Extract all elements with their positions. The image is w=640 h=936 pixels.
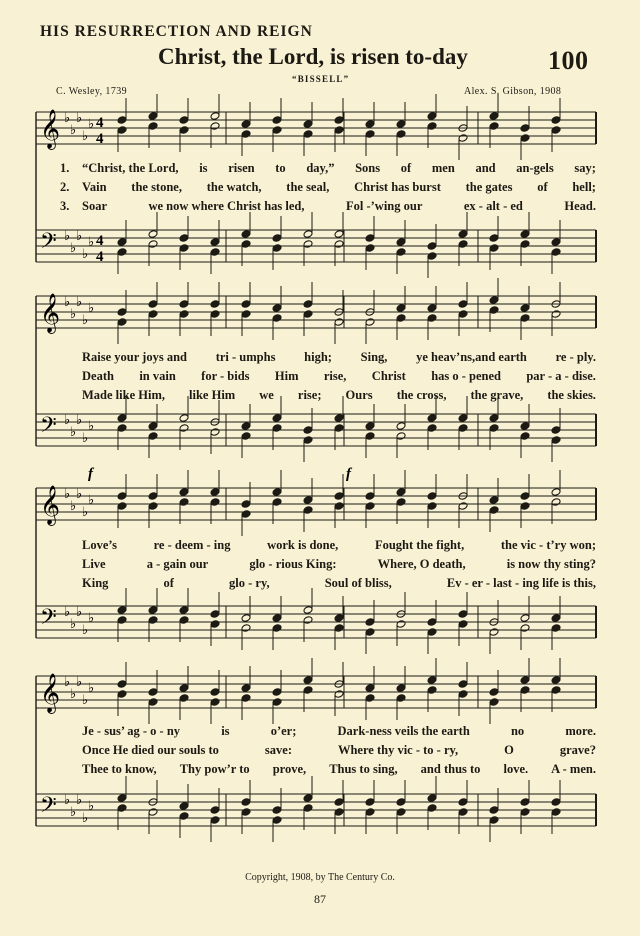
lyric-word: “Christ, the Lord, (82, 161, 179, 175)
lyric-word: ex - alt - ed (463, 199, 523, 213)
verse-line (40, 388, 596, 406)
lyric-word: the cross, (396, 388, 447, 402)
lyric-word: Fought the fight, (374, 538, 465, 552)
lyric-word: the skies. (547, 388, 596, 402)
lyric-word: an-gels (516, 161, 554, 175)
flat-icon: ♭ (64, 675, 71, 690)
lyric-word: A - men. (551, 762, 596, 776)
hymn-title: Christ, the Lord, is risen to-day (158, 44, 468, 69)
lyric-word: Where, O death, (377, 557, 466, 571)
flat-icon: ♭ (82, 247, 89, 262)
treble-clef-icon: 𝄞 (40, 485, 61, 525)
tune-name: “BISSELL” (292, 74, 350, 84)
lyric-word: Where thy vic - to - ry, (337, 743, 459, 757)
verse-number: 2. (60, 180, 70, 194)
flat-icon: ♭ (88, 799, 95, 814)
lyric-word: Sing, (360, 350, 388, 364)
flat-icon: ♭ (64, 413, 71, 428)
verse-line (40, 557, 596, 575)
lyric-word: Vain (82, 180, 107, 194)
lyric-word: par - a - dise. (526, 369, 596, 383)
lyric-word: we (259, 388, 274, 402)
hymn-number: 100 (548, 46, 589, 75)
flat-icon: ♭ (88, 301, 95, 316)
flat-icon: ♭ (70, 241, 77, 256)
lyric-word: Love’s (82, 538, 117, 552)
verse-line (40, 743, 596, 761)
lyric-word: the grave, (470, 388, 524, 402)
flat-icon: ♭ (70, 499, 77, 514)
lyric-word: day,” (306, 161, 335, 175)
lyric-word: Head. (564, 199, 596, 213)
lyric-word: is (221, 724, 230, 738)
lyric-word: Christ (371, 369, 406, 383)
flat-icon: ♭ (88, 611, 95, 626)
flat-icon: ♭ (88, 419, 95, 434)
lyric-word: is now thy sting? (506, 557, 596, 571)
flat-icon: ♭ (76, 605, 83, 620)
flat-icon: ♭ (76, 295, 83, 310)
flat-icon: ♭ (82, 693, 89, 708)
lyric-word: Fol -’wing our (346, 199, 423, 213)
lyric-word: Ev - er - last - ing life is this, (446, 576, 596, 590)
lyric-word: Thy pow’r to (179, 762, 250, 776)
lyric-line (82, 576, 596, 591)
flat-icon: ♭ (70, 617, 77, 632)
lyric-word: to (275, 161, 286, 175)
treble-staff (36, 278, 596, 344)
verse-line (40, 538, 596, 556)
lyric-line (82, 762, 596, 777)
lyric-word: the seal, (286, 180, 330, 194)
page-number: 87 (314, 892, 326, 906)
lyric-word: Je - sus’ ag - o - ny (82, 724, 181, 738)
flat-icon: ♭ (76, 111, 83, 126)
lyric-word: in vain (139, 369, 176, 383)
lyric-word: for - bids (201, 369, 250, 383)
lyric-word: of (400, 161, 412, 175)
svg-text:4: 4 (96, 131, 104, 147)
flat-icon: ♭ (70, 123, 77, 138)
section-title: HIS RESURRECTION AND REIGN (40, 23, 313, 40)
flat-icon: ♭ (82, 505, 89, 520)
lyric-word: Once He died our souls to (82, 743, 219, 757)
verse-line (40, 724, 596, 742)
bass-clef-icon: 𝄢 (40, 413, 57, 443)
lyric-word: the vic - t’ry won; (500, 538, 596, 552)
lyric-word: Dark-ness veils the earth (337, 724, 470, 738)
author-credit: C. Wesley, 1739 (56, 86, 128, 97)
flat-icon: ♭ (88, 681, 95, 696)
treble-clef-icon: 𝄞 (40, 673, 61, 713)
flat-icon: ♭ (64, 229, 71, 244)
lyric-word: work is done, (267, 538, 339, 552)
lyric-word: is (199, 161, 208, 175)
lyric-word: risen (228, 161, 255, 175)
lyric-word: and (475, 161, 496, 175)
bass-staff (36, 776, 596, 842)
flat-icon: ♭ (64, 111, 71, 126)
verse-line (40, 762, 596, 780)
lyric-word: Christ has burst (354, 180, 441, 194)
bass-staff (36, 588, 596, 654)
lyric-word: o’er; (270, 724, 297, 738)
treble-clef-icon: 𝄞 (40, 293, 61, 333)
lyric-line (82, 538, 596, 553)
flat-icon: ♭ (82, 623, 89, 638)
lyric-word: Soar (82, 199, 107, 213)
lyric-word: more. (565, 724, 596, 738)
lyric-word: Soul of bliss, (324, 576, 392, 590)
verse-line (40, 369, 596, 387)
lyric-word: rise, (323, 369, 347, 383)
lyric-word: of (537, 180, 548, 194)
dynamic-mark: f (88, 466, 93, 482)
verse-line (40, 199, 596, 217)
treble-staff (36, 658, 596, 724)
bass-staff (36, 212, 596, 278)
lyric-word: re - ply. (555, 350, 596, 364)
lyric-word: we now where Christ has led, (148, 199, 305, 213)
treble-staff (36, 94, 596, 160)
flat-icon: ♭ (82, 313, 89, 328)
flat-icon: ♭ (76, 675, 83, 690)
flat-icon: ♭ (64, 605, 71, 620)
bass-clef-icon: 𝄢 (40, 605, 57, 635)
flat-icon: ♭ (76, 229, 83, 244)
treble-clef-icon: 𝄞 (40, 109, 61, 149)
flat-icon: ♭ (64, 793, 71, 808)
flat-icon: ♭ (70, 425, 77, 440)
lyric-line (82, 350, 596, 365)
lyric-word: high; (304, 350, 332, 364)
verse-number: 3. (60, 199, 70, 213)
flat-icon: ♭ (82, 129, 89, 144)
verse-line (40, 180, 596, 198)
dynamic-mark: f (346, 466, 351, 482)
flat-icon: ♭ (70, 307, 77, 322)
lyric-word: Thee to know, (82, 762, 157, 776)
svg-text:4: 4 (96, 249, 104, 265)
flat-icon: ♭ (70, 805, 77, 820)
lyric-word: hell; (572, 180, 596, 194)
treble-staff (36, 470, 596, 536)
lyric-word: the watch, (206, 180, 262, 194)
lyric-word: re - deem - ing (153, 538, 231, 552)
lyric-word: Ours (345, 388, 373, 402)
lyric-word: men (431, 161, 455, 175)
lyric-word: like Him (189, 388, 236, 402)
bass-clef-icon: 𝄢 (40, 229, 57, 259)
lyric-word: Raise your joys and (82, 350, 187, 364)
verse-line (40, 161, 596, 179)
lyric-word: and thus to (420, 762, 481, 776)
composer-credit: Alex. S. Gibson, 1908 (464, 86, 562, 97)
lyric-word: tri - umphs (215, 350, 276, 364)
lyric-word: love. (503, 762, 529, 776)
flat-icon: ♭ (76, 413, 83, 428)
lyric-word: Made like Him, (82, 388, 165, 402)
flat-icon: ♭ (88, 493, 95, 508)
bass-clef-icon: 𝄢 (40, 793, 57, 823)
lyric-word: grave? (559, 743, 596, 757)
verse-number: 1. (60, 161, 70, 175)
flat-icon: ♭ (82, 811, 89, 826)
lyric-line (82, 724, 596, 739)
lyric-word: say; (574, 161, 596, 175)
flat-icon: ♭ (76, 793, 83, 808)
svg-text:4: 4 (96, 115, 104, 131)
lyric-word: a - gain our (146, 557, 209, 571)
lyric-word: Death (82, 369, 114, 383)
lyric-word: King (82, 576, 109, 590)
copyright-notice: Copyright, 1908, by The Century Co. (245, 872, 395, 883)
lyric-word: Him (274, 369, 299, 383)
lyric-word: no (510, 724, 525, 738)
lyric-line (82, 369, 596, 384)
lyric-line (82, 743, 596, 758)
flat-icon: ♭ (88, 235, 95, 250)
verse-line (40, 350, 596, 368)
lyric-line (82, 388, 596, 403)
lyric-line (82, 557, 596, 572)
lyric-word: of (163, 576, 174, 590)
lyric-word: rise; (297, 388, 322, 402)
flat-icon: ♭ (82, 431, 89, 446)
lyric-word: Thus to sing, (329, 762, 398, 776)
svg-text:4: 4 (96, 233, 104, 249)
lyric-word: save: (264, 743, 292, 757)
flat-icon: ♭ (88, 117, 95, 132)
flat-icon: ♭ (76, 487, 83, 502)
lyric-word: Live (82, 557, 106, 571)
lyric-word: has o - pened (431, 369, 501, 383)
flat-icon: ♭ (64, 295, 71, 310)
lyric-word: O (504, 743, 514, 757)
lyric-word: glo - rious King: (249, 557, 337, 571)
lyric-line (82, 161, 596, 176)
lyric-word: prove, (272, 762, 307, 776)
lyric-word: Sons (355, 161, 381, 175)
flat-icon: ♭ (64, 487, 71, 502)
lyric-word: the stone, (131, 180, 182, 194)
lyric-word: ye heav’ns,and earth (416, 350, 527, 364)
flat-icon: ♭ (70, 687, 77, 702)
lyric-word: the gates (465, 180, 513, 194)
verse-line (40, 576, 596, 594)
lyric-line (82, 180, 596, 195)
lyric-line (82, 199, 596, 214)
lyric-word: glo - ry, (229, 576, 270, 590)
